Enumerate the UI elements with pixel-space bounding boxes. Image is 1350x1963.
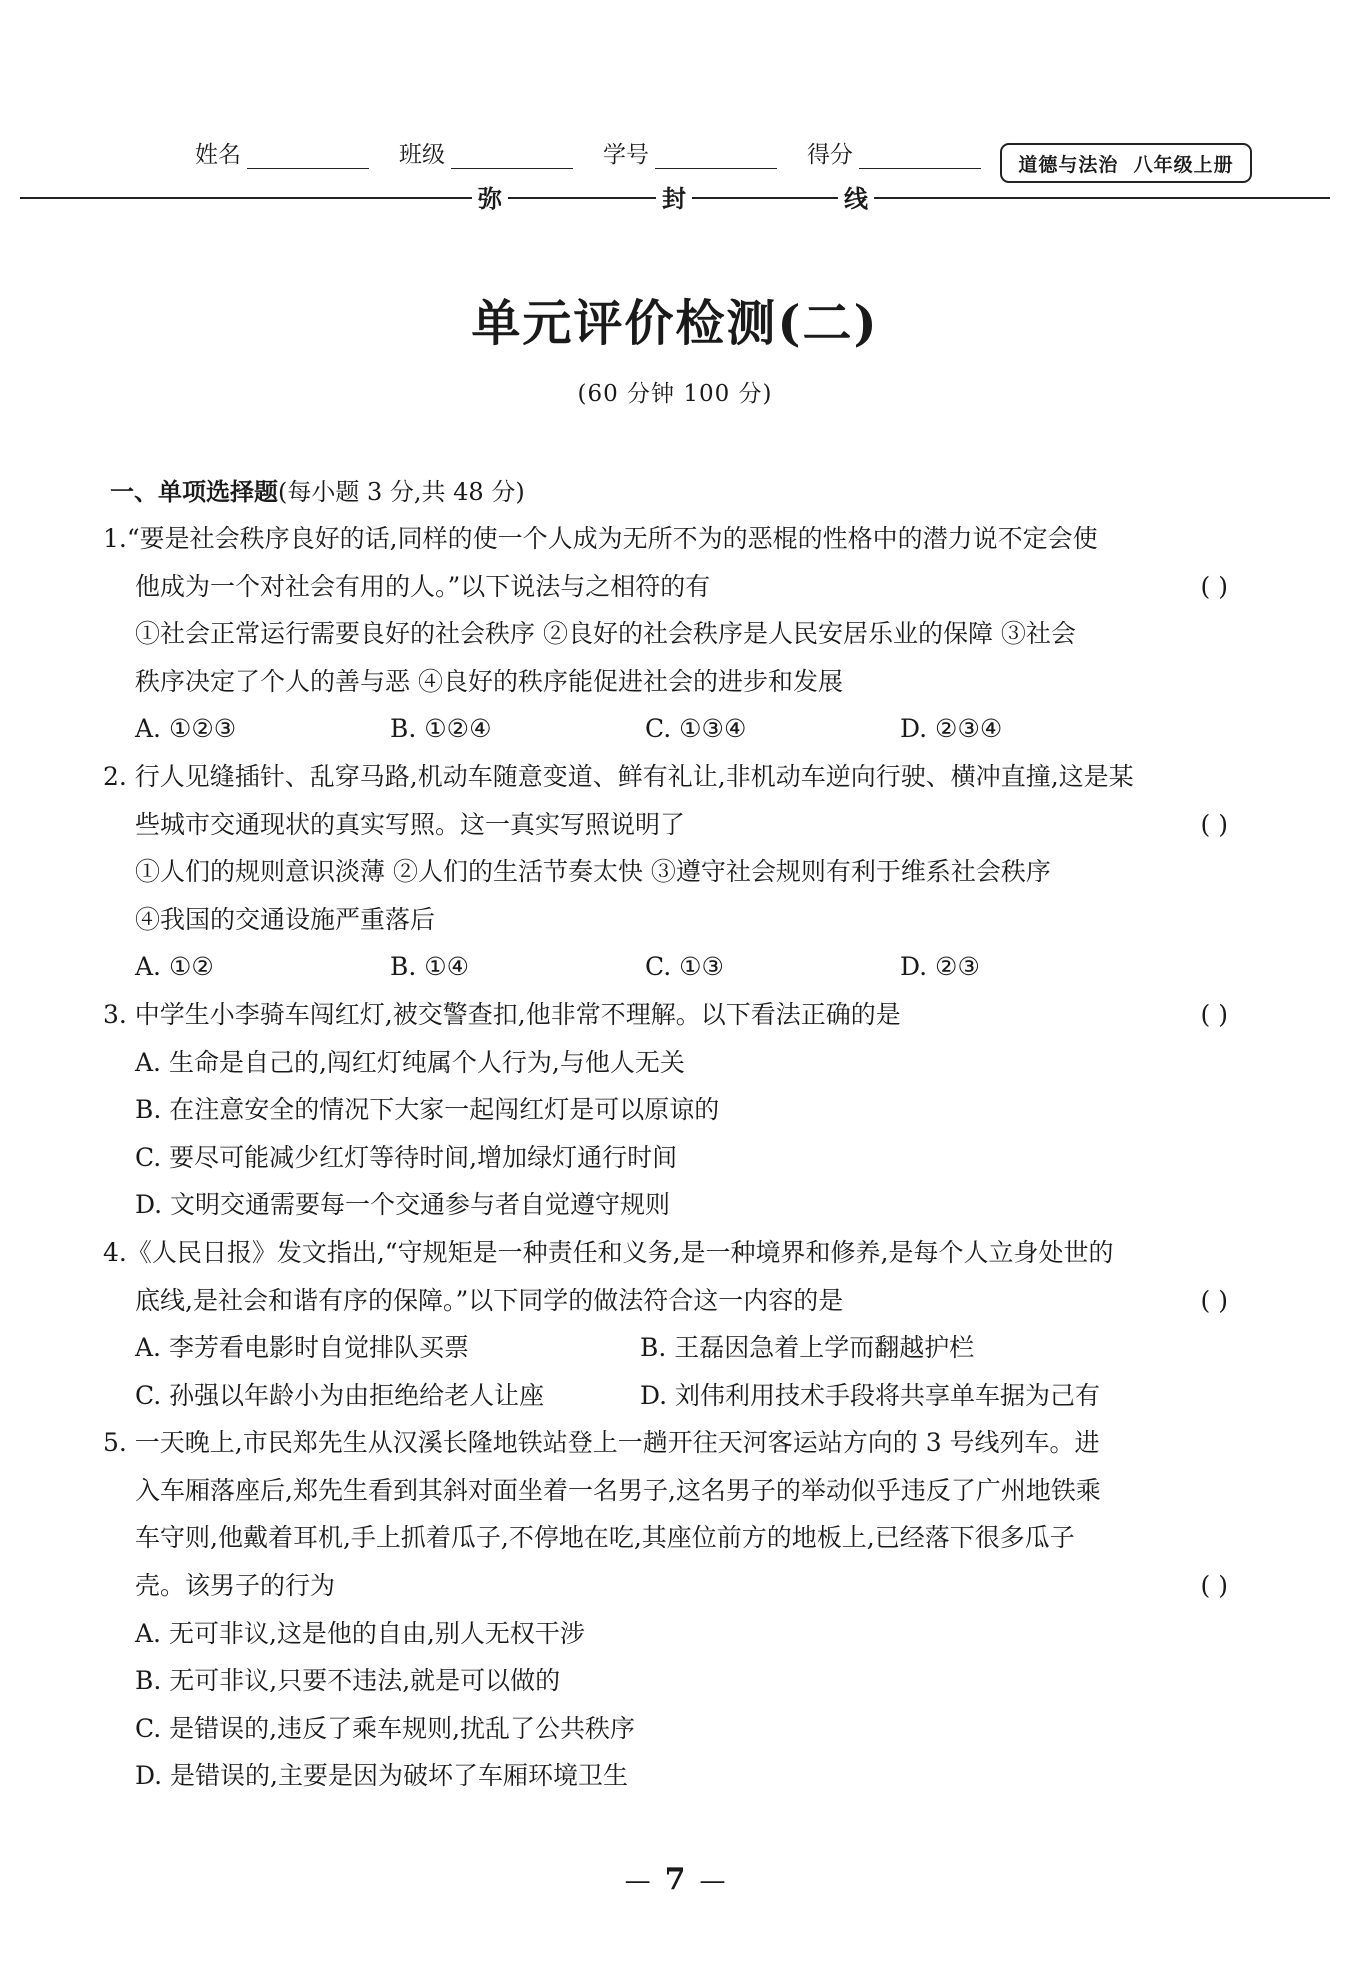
option-d: D. ②③④ — [900, 714, 1003, 744]
option-a: A. 无可非议,这是他的自由,别人无权干涉 — [135, 1618, 585, 1648]
option-c: C. ①③ — [645, 952, 724, 982]
option-row — [103, 705, 1228, 753]
section-note: (每小题 3 分,共 48 分) — [278, 478, 525, 506]
option-b: B. 王磊因急着上学而翻越护栏 — [640, 1333, 975, 1363]
page-subtitle: (60 分钟 100 分) — [577, 381, 773, 407]
seal-line — [20, 182, 1330, 216]
question-stem-line — [103, 991, 1228, 1039]
score-field — [807, 136, 981, 169]
statement-line: ①社会正常运行需要良好的社会秩序 ②良好的社会秩序是人民安居乐业的保障 ③社会 — [135, 619, 1076, 649]
class-field — [399, 136, 573, 169]
option-b: B. ①②④ — [390, 714, 492, 744]
page-dash-left: — — [624, 1866, 651, 1896]
id-blank — [655, 144, 777, 169]
answer-paren: ( ) — [1200, 809, 1228, 839]
name-blank — [247, 144, 369, 169]
option-row — [103, 943, 1228, 991]
option-a: A. ①②③ — [135, 714, 237, 744]
option-d: D. 是错误的,主要是因为破坏了车厢环境卫生 — [135, 1761, 628, 1791]
seal-word-feng: 封 — [656, 182, 692, 216]
option-a: A. ①② — [135, 952, 214, 982]
option-c: C. 是错误的,违反了乘车规则,扰乱了公共秩序 — [135, 1713, 636, 1743]
seal-word-xian: 线 — [838, 182, 874, 216]
page-dash-right: — — [699, 1866, 726, 1896]
page-number — [0, 1862, 1350, 1897]
option-c: C. 孙强以年龄小为由拒绝给老人让座 — [135, 1380, 545, 1410]
question-stem-line: 4.《人民日报》发文指出,“守规矩是一种责任和义务,是一种境界和修养,是每个人立身处世的 — [103, 1237, 1114, 1267]
question-stem-line — [103, 801, 1228, 849]
section-title: 一、单项选择题 — [110, 478, 278, 506]
option-c: C. ①③④ — [645, 714, 747, 744]
option-row — [103, 1324, 1228, 1372]
statement-line: 秩序决定了个人的善与恶 ④良好的秩序能促进社会的进步和发展 — [135, 666, 843, 696]
score-label: 得分 — [807, 142, 853, 168]
statement-line: ④我国的交通设施严重落后 — [135, 904, 436, 934]
seal-word-mi: 弥 — [472, 182, 508, 216]
page-title: 单元评价检测(二) — [471, 294, 879, 352]
option-b: B. ①④ — [390, 952, 470, 982]
question-stem-line: 1.“要是社会秩序良好的话,同样的使一个人成为无所不为的恶棍的性格中的潜力说不定会使 — [103, 524, 1098, 553]
id-label: 学号 — [603, 142, 649, 168]
option-d: D. ②③ — [900, 952, 980, 982]
answer-paren: ( ) — [1200, 1285, 1228, 1315]
section-heading — [110, 472, 525, 507]
statement-line: ①人们的规则意识淡薄 ②人们的生活节奏太快 ③遵守社会规则有利于维系社会秩序 — [135, 857, 1051, 887]
question-2 — [103, 753, 1228, 991]
question-stem-text: 壳。该男子的行为 — [135, 1571, 336, 1601]
answer-paren: ( ) — [1200, 999, 1228, 1029]
page-number-value: 7 — [664, 1862, 686, 1897]
option-a: A. 李芳看电影时自觉排队买票 — [135, 1333, 469, 1363]
option-row — [103, 1372, 1228, 1420]
name-label: 姓名 — [195, 142, 241, 168]
question-5 — [103, 1419, 1228, 1800]
answer-paren: ( ) — [1200, 1571, 1228, 1601]
option-d: D. 刘伟利用技术手段将共享单车据为己有 — [640, 1380, 1101, 1410]
option-c: C. 要尽可能减少红灯等待时间,增加绿灯通行时间 — [135, 1142, 678, 1172]
class-label: 班级 — [399, 142, 445, 168]
question-3 — [103, 991, 1228, 1229]
subject-badge: 道德与法治 八年级上册 — [1000, 143, 1252, 183]
question-list — [103, 515, 1228, 1800]
name-field — [195, 136, 369, 169]
student-info-fields — [195, 135, 1011, 169]
question-stem-line — [103, 1277, 1228, 1325]
option-b: B. 在注意安全的情况下大家一起闯红灯是可以原谅的 — [135, 1095, 720, 1125]
question-stem-text: 3. 中学生小李骑车闯红灯,被交警查扣,他非常不理解。以下看法正确的是 — [103, 999, 901, 1029]
option-b: B. 无可非议,只要不违法,就是可以做的 — [135, 1666, 561, 1696]
question-stem-line: 车守则,他戴着耳机,手上抓着瓜子,不停地在吃,其座位前方的地板上,已经落下很多瓜子 — [135, 1523, 1075, 1553]
option-d: D. 文明交通需要每一个交通参与者自觉遵守规则 — [135, 1190, 671, 1220]
question-stem-text: 他成为一个对社会有用的人。”以下说法与之相符的有 — [135, 571, 711, 601]
question-stem-line: 2. 行人见缝插针、乱穿马路,机动车随意变道、鲜有礼让,非机动车逆向行驶、横冲直撞,这是某 — [103, 761, 1134, 791]
id-field — [603, 136, 777, 169]
question-stem-line: 5. 一天晚上,市民郑先生从汉溪长隆地铁站登上一趟开往天河客运站方向的 3 号线列车。进 — [103, 1428, 1100, 1458]
question-stem-text: 些城市交通现状的真实写照。这一真实写照说明了 — [135, 809, 686, 839]
question-stem-line — [103, 563, 1228, 611]
question-stem-line — [103, 1562, 1228, 1610]
answer-paren: ( ) — [1200, 571, 1228, 601]
option-a: A. 生命是自己的,闯红灯纯属个人行为,与他人无关 — [135, 1047, 685, 1077]
score-blank — [859, 144, 981, 169]
question-stem-text: 底线,是社会和谐有序的保障。”以下同学的做法符合这一内容的是 — [135, 1285, 844, 1315]
question-4 — [103, 1229, 1228, 1419]
question-1 — [103, 515, 1228, 753]
class-blank — [451, 144, 573, 169]
question-stem-line: 入车厢落座后,郑先生看到其斜对面坐着一名男子,这名男子的举动似乎违反了广州地铁乘 — [135, 1475, 1101, 1505]
